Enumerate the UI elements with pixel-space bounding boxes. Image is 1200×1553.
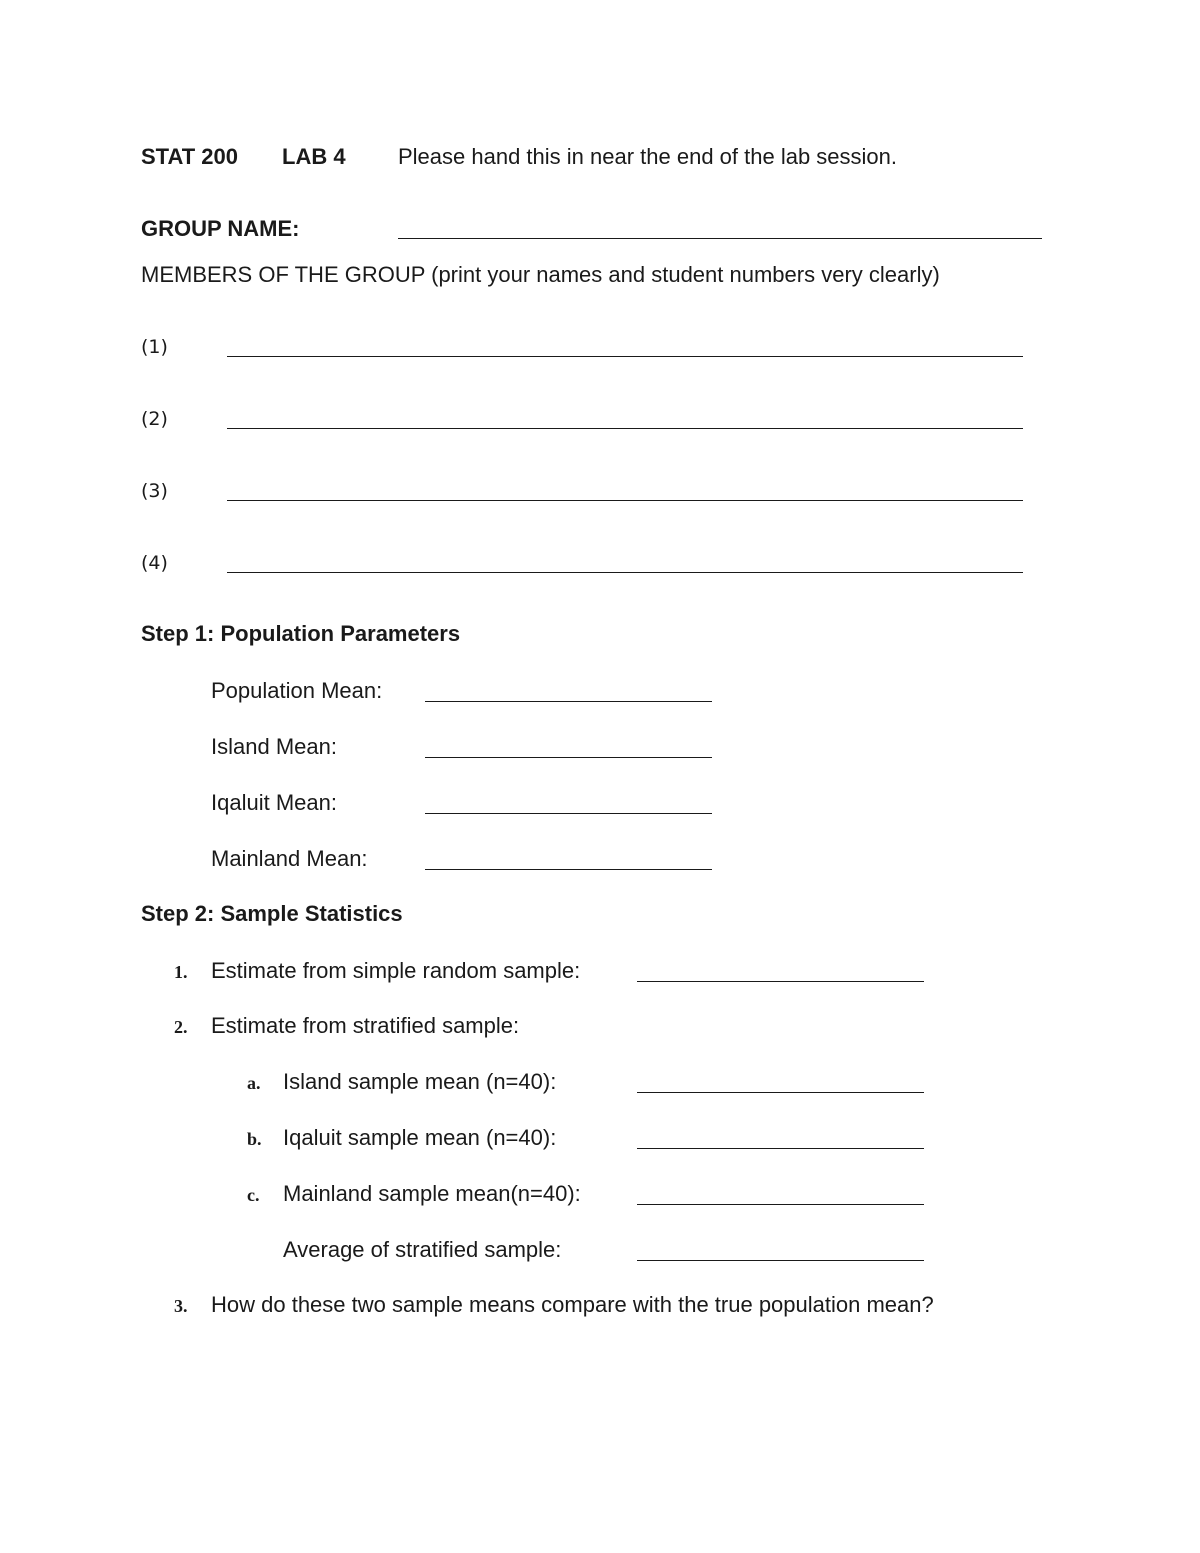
iqaluit-mean-label: Iqaluit Mean: xyxy=(211,790,337,815)
island-sample-mean-label: Island sample mean (n=40): xyxy=(283,1069,557,1094)
population-mean-label: Population Mean: xyxy=(211,678,383,703)
mainland-mean-field[interactable] xyxy=(425,869,712,870)
iqaluit-mean-field[interactable] xyxy=(425,813,712,814)
question-1-marker: 1. xyxy=(174,962,188,982)
member-1-field[interactable] xyxy=(227,356,1023,357)
island-mean-label: Island Mean: xyxy=(211,734,337,759)
iqaluit-sample-mean-field[interactable] xyxy=(637,1148,924,1149)
members-instruction: MEMBERS OF THE GROUP (print your names and student numbers very clearly) xyxy=(141,262,940,287)
step1-title: Step 1: Population Parameters xyxy=(141,621,461,646)
srs-estimate-field[interactable] xyxy=(637,981,924,982)
question-2-marker: 2. xyxy=(174,1017,188,1037)
member-1-label: (1) xyxy=(141,336,168,358)
stratified-average-field[interactable] xyxy=(637,1260,924,1261)
course-code: STAT 200 xyxy=(141,144,238,169)
member-2-label: (2) xyxy=(141,408,168,430)
step2-title: Step 2: Sample Statistics xyxy=(141,901,403,926)
sub-b-marker: b. xyxy=(247,1129,262,1149)
member-4-field[interactable] xyxy=(227,572,1023,573)
stratified-average-label: Average of stratified sample: xyxy=(283,1237,562,1262)
question-1-text: Estimate from simple random sample: xyxy=(211,958,581,983)
island-sample-mean-field[interactable] xyxy=(637,1092,924,1093)
question-3-text: How do these two sample means compare with the true population mean? xyxy=(211,1292,934,1317)
question-2-text: Estimate from stratified sample: xyxy=(211,1013,520,1038)
hand-in-instruction: Please hand this in near the end of the lab session. xyxy=(398,144,898,169)
iqaluit-sample-mean-label: Iqaluit sample mean (n=40): xyxy=(283,1125,557,1150)
group-name-label: GROUP NAME: xyxy=(141,216,300,241)
group-name-field[interactable] xyxy=(398,238,1042,239)
mainland-sample-mean-field[interactable] xyxy=(637,1204,924,1205)
island-mean-field[interactable] xyxy=(425,757,712,758)
member-3-field[interactable] xyxy=(227,500,1023,501)
member-2-field[interactable] xyxy=(227,428,1023,429)
lab-number: LAB 4 xyxy=(282,144,346,169)
population-mean-field[interactable] xyxy=(425,701,712,702)
mainland-mean-label: Mainland Mean: xyxy=(211,846,368,871)
member-3-label: (3) xyxy=(141,480,168,502)
sub-c-marker: c. xyxy=(247,1185,260,1205)
question-3-marker: 3. xyxy=(174,1296,188,1316)
mainland-sample-mean-label: Mainland sample mean(n=40): xyxy=(283,1181,581,1206)
sub-a-marker: a. xyxy=(247,1073,261,1093)
member-4-label: (4) xyxy=(141,552,168,574)
